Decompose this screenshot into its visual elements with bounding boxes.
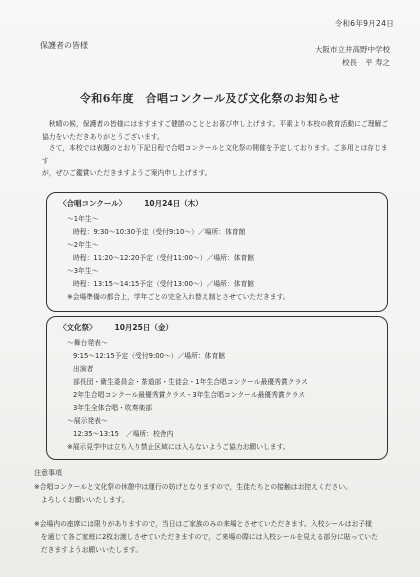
performers-label: 出演者 bbox=[73, 365, 94, 373]
chorus-heading bbox=[59, 197, 203, 210]
chorus-contest-box bbox=[46, 192, 388, 312]
chorus-title: 〈合唱コンクール〉 bbox=[59, 199, 127, 208]
grade2-schedule: 時程：11:20〜12:20予定（受付11:00〜）／場所：体育館 bbox=[73, 254, 255, 262]
announcement-paragraph: さて，本校では表題のとおり下記日程で合唱コンクールと文化祭の開催を予定しております。ご多用とは存じます が，ぜひご鑑賞いただきますようご案内申し上げます。 bbox=[42, 144, 388, 177]
festival-heading bbox=[59, 321, 173, 334]
exhibit-note: ※展示見学中は立ち入り禁止区域には入らないようご協力お願いします。 bbox=[67, 443, 290, 451]
note-item: ※合唱コンクールと文化祭の休憩中は運行の妨げとなりますので，生徒たちとの接触はお控えください。 よろしくお願いいたします。 bbox=[34, 483, 352, 504]
festival-date: 10月25日（金） bbox=[114, 323, 173, 332]
principal-title: 校長 bbox=[342, 58, 358, 67]
grade1-label: 〜1年生〜 bbox=[67, 215, 99, 223]
performers-line-3: 3年生全体合唱・吹奏楽部 bbox=[73, 404, 153, 412]
stage-schedule: 9:15〜12:15予定（受付9:00〜）／場所：体育館 bbox=[73, 352, 226, 360]
grade3-label: 〜3年生〜 bbox=[67, 267, 99, 275]
principal-name: 平 寿之 bbox=[365, 58, 390, 67]
exhibit-schedule: 12:35〜13:15 ／場所：校舎内 bbox=[73, 430, 174, 438]
performers-line-2: 2年生合唱コンクール最優秀賞クラス・3年生合唱コンクール最優秀賞クラス bbox=[73, 391, 305, 399]
note-item: ※会場内の座席には限りがありますので，当日はご家族のみの来場とさせていただきます。入校シールはお子様 を通じて各ご家庭に2枚お渡しさせていただきますので，ご来場の際には入校シールを見える部分に貼っていた だきますようお願いいたします。 bbox=[34, 520, 378, 554]
grade2-label: 〜2年生〜 bbox=[67, 241, 99, 249]
chorus-date: 10月24日（木） bbox=[144, 199, 203, 208]
culture-festival-box bbox=[46, 316, 388, 460]
principal-line bbox=[342, 57, 390, 68]
school-name: 大阪市立井高野中学校 bbox=[315, 45, 390, 54]
recipient: 保護者の皆様 bbox=[40, 41, 88, 50]
performers-line-1: 部長団・衛生委員会・茶道部・生徒会・1年生合唱コンクール最優秀賞クラス bbox=[73, 378, 308, 386]
notes-heading: 注意事項 bbox=[34, 469, 62, 477]
greeting-paragraph: 秋晴の候，保護者の皆様にはますますご健勝のこととお喜び申し上げます。平素より本校の教育活動にご理解ご 協力をいただきありがとうございます。 bbox=[42, 120, 389, 141]
grade3-schedule: 時程：13:15〜14:15予定（受付13:00〜）／場所：体育館 bbox=[73, 280, 255, 288]
exhibit-label: 〜展示発表〜 bbox=[67, 417, 108, 425]
document-title: 令和6年度 合唱コンクール及び文化祭のお知らせ bbox=[79, 92, 341, 105]
issue-date: 令和6年9月24日 bbox=[334, 19, 394, 28]
grade1-schedule: 時程：9:30〜10:30予定（受付9:10〜）／場所：体育館 bbox=[73, 228, 246, 236]
stage-label: 〜舞台発表〜 bbox=[67, 339, 108, 347]
festival-title: 〈文化祭〉 bbox=[59, 323, 97, 332]
chorus-note: ※会場準備の都合上，学年ごとの完全入れ替え制とさせていただきます。 bbox=[67, 293, 290, 301]
